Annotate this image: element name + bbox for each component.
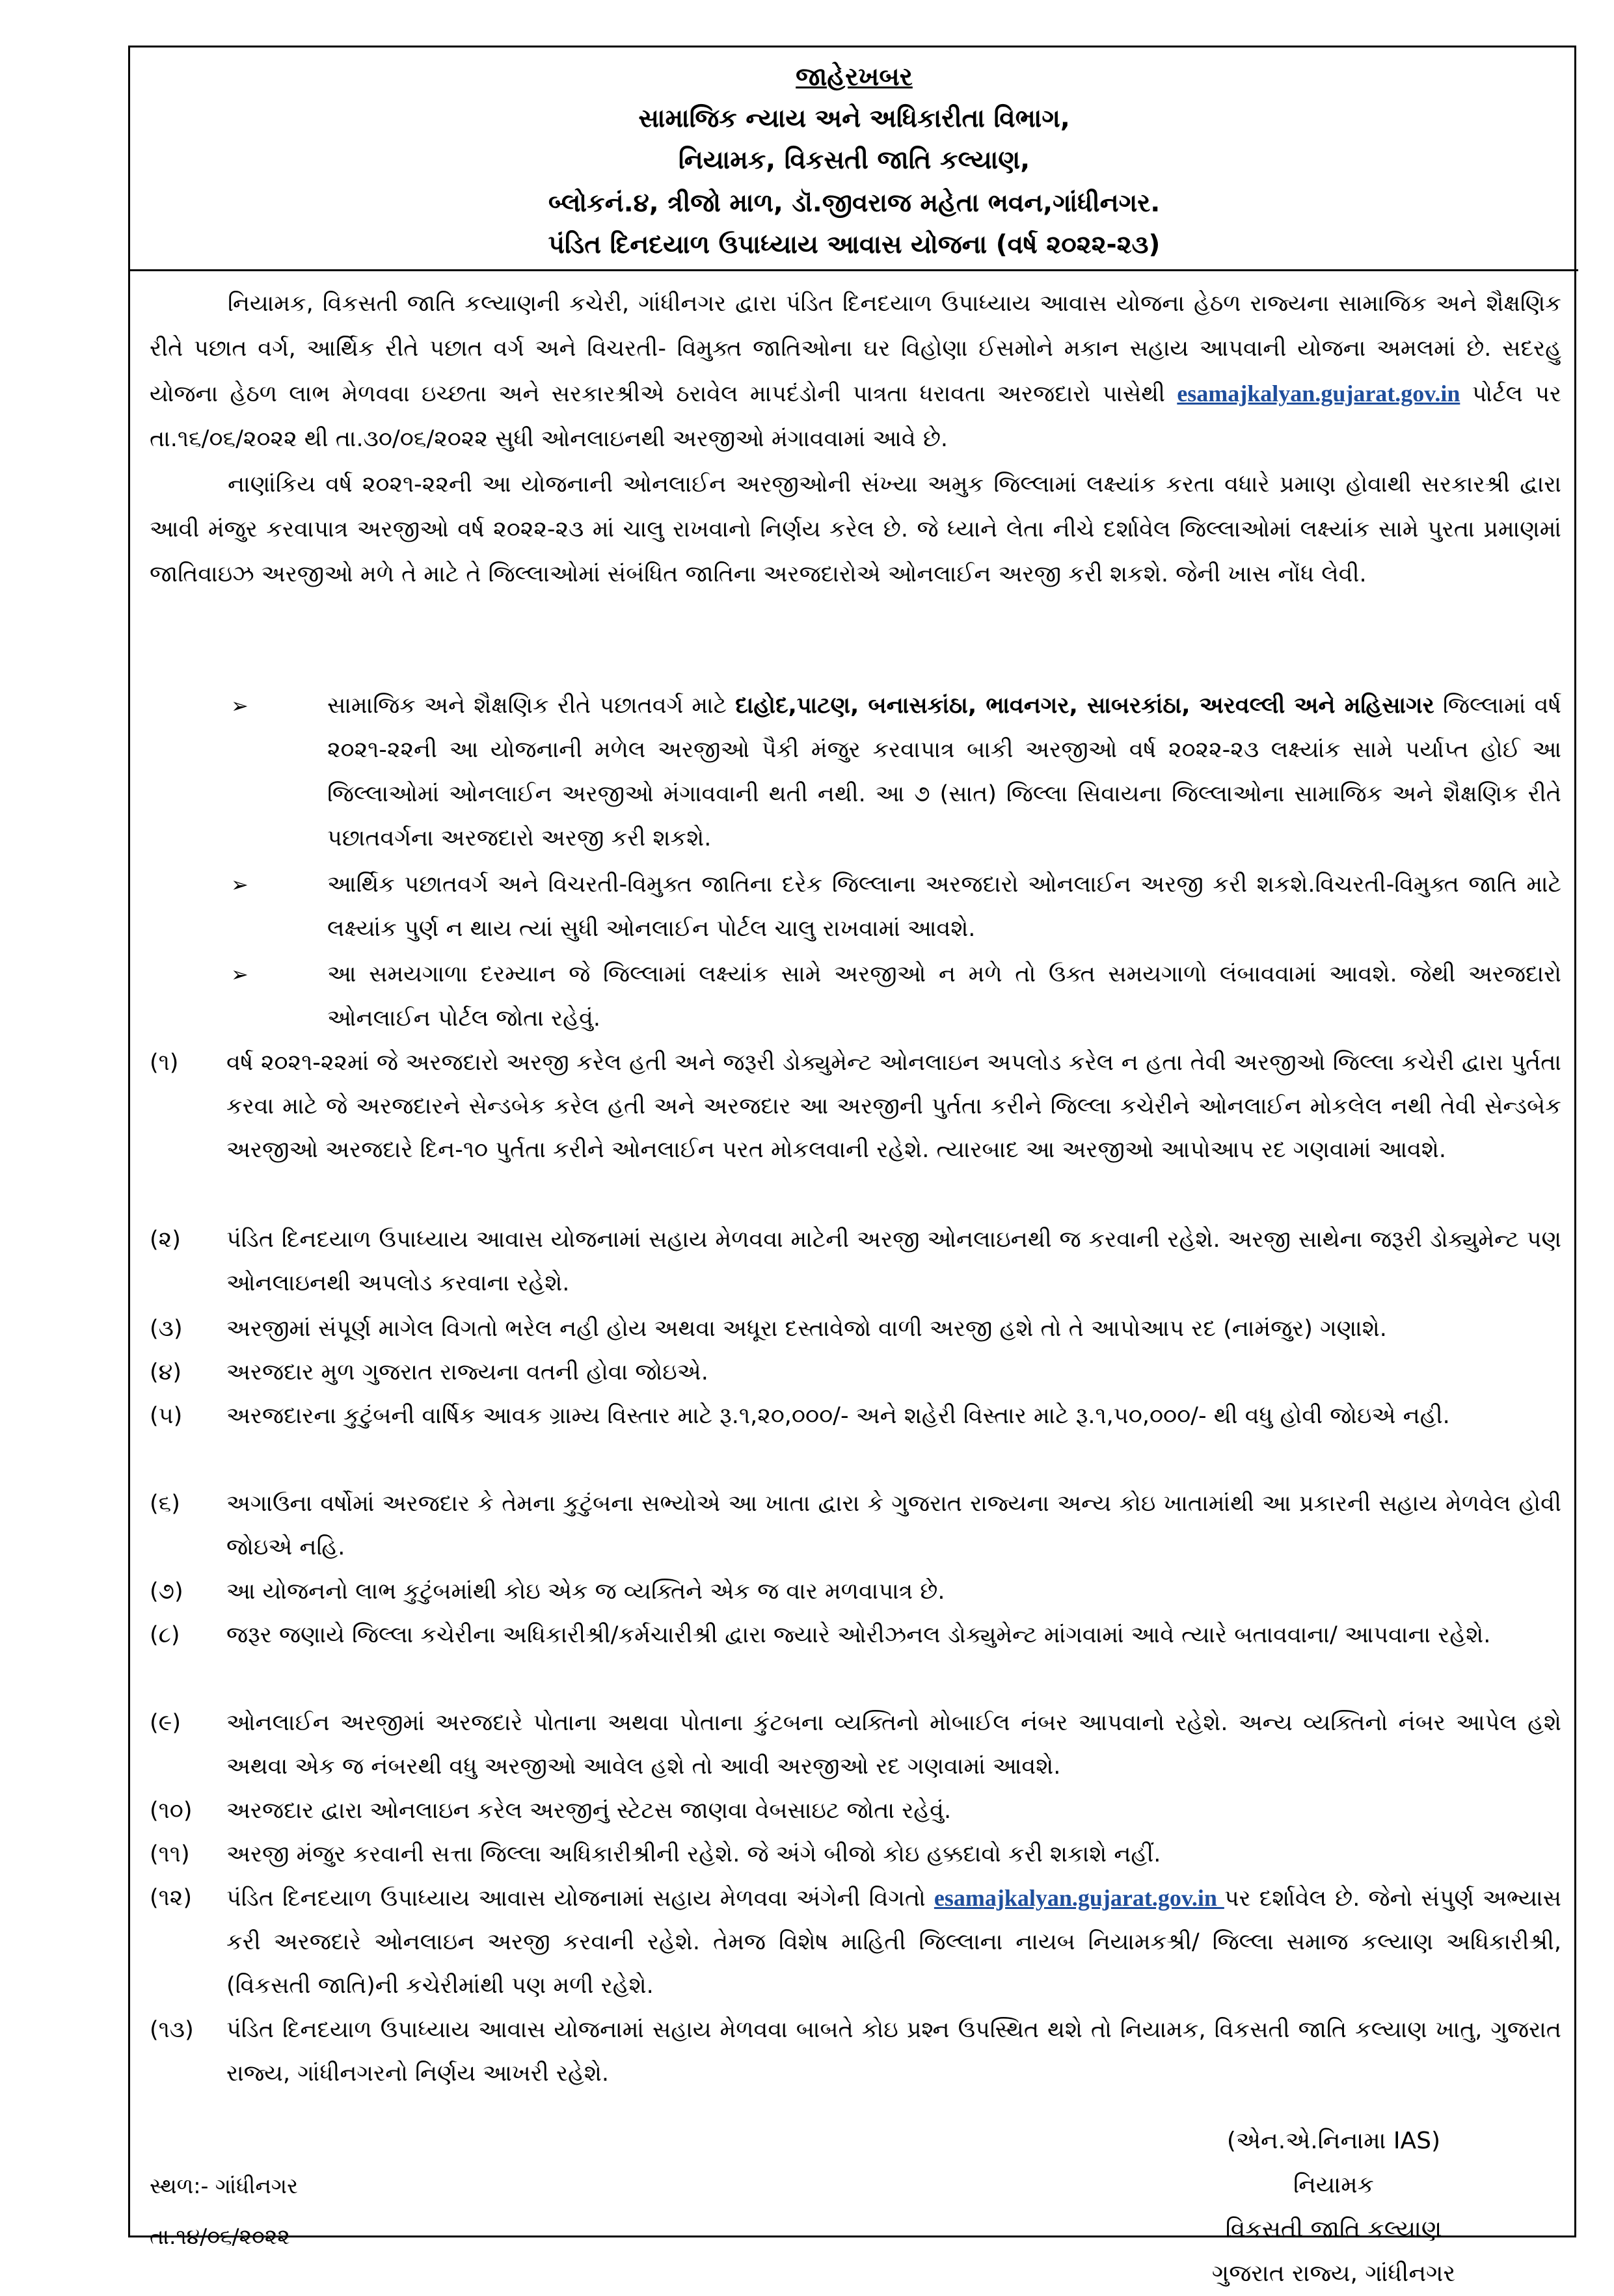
condition-item — [150, 1395, 1561, 1438]
bullet-text-cont: જિલ્લામાં વર્ષ ૨૦૨૧-૨૨ની આ યોજનાની મળેલ અરજીઓ પૈકી મંજુર કરવાપાત્ર બાકી અરજીઓ વર્ષ ૨૦૨૨-૨૩ લક્ષ્યાંક સામે પર્યાપ્ત હોઈ આ જિલ્લાઓમાં ઓનલાઈન અરજીઓ મંગાવવાની થતી નથી. આ ૭ (સાત) જિલ્લા સિવાયના જિલ્લાઓના સામાજિક અને શૈક્ષણિક રીતે પછાતવર્ગના અરજદારો અરજી કરી શકશે. — [327, 693, 1561, 851]
bullet-item — [231, 952, 1561, 1041]
item-number: (૧૨) — [150, 1885, 193, 1911]
item-number: (૨) — [150, 1227, 181, 1253]
item-number: (૧૦) — [150, 1798, 193, 1824]
arrow-bullet-icon: ➢ — [231, 962, 249, 987]
signatory-state: ગુજરાત રાજ્ય, ગાંધીનગર — [1211, 2260, 1456, 2287]
condition-item — [150, 1307, 1561, 1351]
footer-place-date — [150, 2165, 298, 2258]
place-label: સ્થળ:- ગાંધીનગર — [150, 2173, 299, 2198]
arrow-bullet-icon: ➢ — [231, 693, 249, 718]
item-text: આ યોજનનો લાભ કુટુંબમાંથી કોઇ એક જ વ્યક્તિને એક જ વાર મળવાપાત્ર છે. — [226, 1579, 945, 1605]
item-text: પંડિત દિનદયાળ ઉપાધ્યાય આવાસ યોજનામાં સહાય મેળવવા બાબતે કોઇ પ્રશ્ન ઉપસ્થિત થશે તો નિયામક, વિકસતી જાતિ કલ્યાણ ખાતુ, ગુજરાત રાજ્ય, ગાંધીનગરનો નિર્ણય આખરી રહેશે. — [226, 2017, 1561, 2087]
date-label: તા.૧૪/૦૬/૨૦૨૨ — [150, 2224, 290, 2249]
notice-title: જાહેરખબર — [796, 62, 913, 92]
header-divider — [130, 269, 1578, 271]
condition-item — [150, 1833, 1561, 1876]
item-number: (૫) — [150, 1403, 183, 1429]
item-text-cont: પર દર્શાવેલ છે. જેનો સંપુર્ણ અભ્યાસ કરી અરજદારે ઓનલાઇન અરજી કરવાની રહેશે. તેમજ વિશેષ માહિતી જિલ્લાના નાયબ નિયામકશ્રી/ જિલ્લા સમાજ કલ્યાણ અધિકારીશ્રી, (વિકસતી જાતિ)ની કચેરીમાંથી પણ મળી રહેશે. — [226, 1886, 1561, 1999]
bullet-bold-districts: દાહોદ,પાટણ, બનાસકાંઠા, ભાવનગર, સાબરકાંઠા, અરવલ્લી અને મહિસાગર — [735, 693, 1434, 719]
signatory-department: વિકસતી જાતિ કલ્યાણ — [1225, 2216, 1442, 2243]
office-name: નિયામક, વિકસતી જાતિ કલ્યાણ, — [678, 146, 1030, 175]
intro-text-a: નિયામક, વિકસતી જાતિ કલ્યાણની કચેરી, ગાંધીનગર દ્વારા પંડિત દિનદયાળ ઉપાધ્યાય આવાસ યોજના હેઠળ રાજ્યના સામાજિક અને શૈક્ષણિક રીતે પછાત વર્ગ, આર્થિક રીતે પછાત વર્ગ અને વિચરતી- વિમુક્ત જાતિઓના ઘર વિહોણા ઈસમોને મકાન સહાય આપવાની યોજના અમલમાં છે. સદરહુ યોજના હેઠળ લાભ મેળવવા ઇચ્છતા અને સરકારશ્રીએ ઠરાવેલ માપદંડોની પાત્રતા ધરાવતા અરજદારો પાસેથી — [150, 291, 1561, 407]
condition-item — [150, 1041, 1561, 1172]
item-text: અરજદાર દ્વારા ઓનલાઇન કરેલ અરજીનું સ્ટેટસ જાણવા વેબસાઇટ જોતા રહેવું. — [226, 1798, 952, 1824]
condition-item — [150, 2009, 1561, 2096]
item-number: (૧૩) — [150, 2017, 194, 2043]
intro-text-b: પોર્ટલ પર તા.૧૬/૦૬/૨૦૨૨ થી તા.૩૦/૦૬/૨૦૨૨ સુધી ઓનલાઇનથી અરજીઓ મંગાવવામાં આવે છે. — [150, 381, 1561, 452]
bullet-text: આર્થિક પછાતવર્ગ અને વિચરતી-વિમુક્ત જાતિના દરેક જિલ્લાના અરજદારો ઓનલાઈન અરજી કરી શકશે.વિચરતી-વિમુક્ત જાતિ માટે લક્ષ્યાંક પુર્ણ ન થાય ત્યાં સુધી ઓનલાઈન પોર્ટલ ચાલુ રાખવામાં આવશે. — [327, 872, 1561, 942]
signatory-title: નિયામક — [1293, 2172, 1375, 2198]
item-text: અરજીમાં સંપૂર્ણ માગેલ વિગતો ભરેલ નહી હોય અથવા અધૂરા દસ્તાવેજો વાળી અરજી હશે તો તે આપોઆપ રદ (નામંજુર) ગણાશે. — [226, 1316, 1387, 1342]
portal-link-2[interactable]: esamajkalyan.gujarat.gov.in — [934, 1885, 1224, 1911]
item-number: (૧) — [150, 1050, 179, 1076]
bullet-text: સામાજિક અને શૈક્ષણિક રીતે પછાતવર્ગ માટે — [327, 693, 736, 719]
portal-link[interactable]: esamajkalyan.gujarat.gov.in — [1177, 380, 1460, 407]
condition-item — [150, 1570, 1561, 1614]
condition-item — [150, 1702, 1561, 1789]
item-number: (૩) — [150, 1316, 183, 1342]
item-text: અગાઉના વર્ષોમાં અરજદાર કે તેમના કુટુંબના સભ્યોએ આ ખાતા દ્વારા કે ગુજરાત રાજ્યના અન્ય કોઇ ખાતામાંથી આ પ્રકારની સહાય મેળવેલ હોવી જોઇએ નહિ. — [226, 1491, 1561, 1560]
item-number: (૭) — [150, 1579, 183, 1605]
department-name: સામાજિક ન્યાય અને અધિકારીતા વિભાગ, — [638, 104, 1070, 133]
office-address: બ્લોકનં.૪, ત્રીજો માળ, ડૉ.જીવરાજ મહેતા ભવન,ગાંધીનગર. — [548, 189, 1161, 218]
condition-item — [150, 1614, 1561, 1657]
signatory-name: (એન.એ.નિનામા IAS) — [1226, 2128, 1441, 2154]
item-text: જરૂર જણાયે જિલ્લા કચેરીના અધિકારીશ્રી/કર્મચારીશ્રી દ્વારા જ્યારે ઓરીઝનલ ડોક્યુમેન્ટ માંગવામાં આવે ત્યારે બતાવવાના/ આપવાના રહેશે. — [226, 1622, 1491, 1648]
intro-paragraph-2 — [150, 462, 1561, 597]
condition-item — [150, 1876, 1561, 2008]
notice-frame — [128, 46, 1576, 2287]
bullet-text: આ સમયગાળા દરમ્યાન જે જિલ્લામાં લક્ષ્યાંક સામે અરજીઓ ન મળે તો ઉક્ત સમયગાળો લંબાવવામાં આવશે. જેથી અરજદારો ઓનલાઈન પોર્ટલ જોતા રહેવું. — [327, 961, 1561, 1032]
condition-item — [150, 1351, 1561, 1395]
item-number: (૯) — [150, 1710, 182, 1736]
item-number: (૪) — [150, 1359, 182, 1385]
item-text: અરજદાર મુળ ગુજરાત રાજ્યના વતની હોવા જોઇએ. — [226, 1359, 708, 1385]
bullet-item — [231, 862, 1561, 951]
item-text: પંડિત દિનદયાળ ઉપાધ્યાય આવાસ યોજનામાં સહાય મેળવવા અંગેની વિગતો — [226, 1886, 934, 1912]
item-number: (૮) — [150, 1622, 180, 1648]
scheme-title: પંડિત દિનદયાળ ઉપાધ્યાય આવાસ યોજના (વર્ષ ૨૦૨૨-૨૩) — [548, 230, 1161, 260]
item-text: અરજદારના કુટુંબની વાર્ષિક આવક ગ્રામ્ય વિસ્તાર માટે રૂ.૧,૨૦,૦૦૦/- અને શહેરી વિસ્તાર માટે રૂ.૧,૫૦,૦૦૦/- થી વધુ હોવી જોઇએ નહી. — [226, 1403, 1450, 1429]
condition-item — [150, 1218, 1561, 1305]
item-text: અરજી મંજુર કરવાની સત્તા જિલ્લા અધિકારીશ્રીની રહેશે. જે અંગે બીજો કોઇ હક્કદાવો કરી શકાશે નહીં. — [226, 1841, 1161, 1867]
signature-block — [1151, 2119, 1516, 2296]
bullet-item — [231, 684, 1561, 861]
item-number: (૬) — [150, 1491, 180, 1517]
item-text: પંડિત દિનદયાળ ઉપાધ્યાય આવાસ યોજનામાં સહાય મેળવવા માટેની અરજી ઓનલાઇનથી જ કરવાની રહેશે. અરજી સાથેના જરૂરી ડોક્યુમેન્ટ પણ ઓનલાઇનથી અપલોડ કરવાના રહેશે. — [226, 1227, 1561, 1296]
intro-text-2: નાણાંકિય વર્ષ ૨૦૨૧-૨૨ની આ યોજનાની ઓનલાઈન અરજીઓની સંખ્યા અમુક જિલ્લામાં લક્ષ્યાંક કરતા વધારે પ્રમાણ હોવાથી સરકારશ્રી દ્વારા આવી મંજુર કરવાપાત્ર અરજીઓ વર્ષ ૨૦૨૨-૨૩ માં ચાલુ રાખવાનો નિર્ણય કરેલ છે. જે ધ્યાને લેતા નીચે દર્શાવેલ જિલ્લાઓમાં લક્ષ્યાંક સામે પુરતા પ્રમાણમાં જાતિવાઇઝ અરજીઓ મળે તે માટે તે જિલ્લાઓમાં સંબંધિત જાતિના અરજદારોએ ઓનલાઈન અરજી કરી શકશે. જેની ખાસ નોંધ લેવી. — [150, 472, 1561, 587]
item-text: ઓનલાઈન અરજીમાં અરજદારે પોતાના અથવા પોતાના કુંટબના વ્યક્તિનો મોબાઈલ નંબર આપવાનો રહેશે. અન્ય વ્યક્તિનો નંબર આપેલ હશે અથવા એક જ નંબરથી વધુ અરજીઓ આવેલ હશે તો આવી અરજીઓ રદ ગણવામાં આવશે. — [226, 1710, 1561, 1780]
item-number: (૧૧) — [150, 1841, 190, 1867]
condition-item — [150, 1482, 1561, 1569]
intro-paragraph-1 — [150, 282, 1561, 462]
condition-item — [150, 1789, 1561, 1833]
item-text: વર્ષ ૨૦૨૧-૨૨માં જે અરજદારો અરજી કરેલ હતી અને જરૂરી ડોક્યુમેન્ટ ઓનલાઇન અપલોડ કરેલ ન હતા તેવી અરજીઓ જિલ્લા કચેરી દ્વારા પુર્તતા કરવા માટે જે અરજદારને સેન્ડબેક કરેલ હતી અને અરજદાર આ અરજીની પુર્તતા કરીને જિલ્લા કચેરીને ઓનલાઈન મોકલેલ નથી તેવી સેન્ડબેક અરજીઓ અરજદારે દિન-૧૦ પુર્તતા કરીને ઓનલાઈન પરત મોકલવાની રહેશે. ત્યારબાદ આ અરજીઓ આપોઆપ રદ ગણવામાં આવશે. — [226, 1050, 1561, 1163]
arrow-bullet-icon: ➢ — [231, 872, 249, 897]
